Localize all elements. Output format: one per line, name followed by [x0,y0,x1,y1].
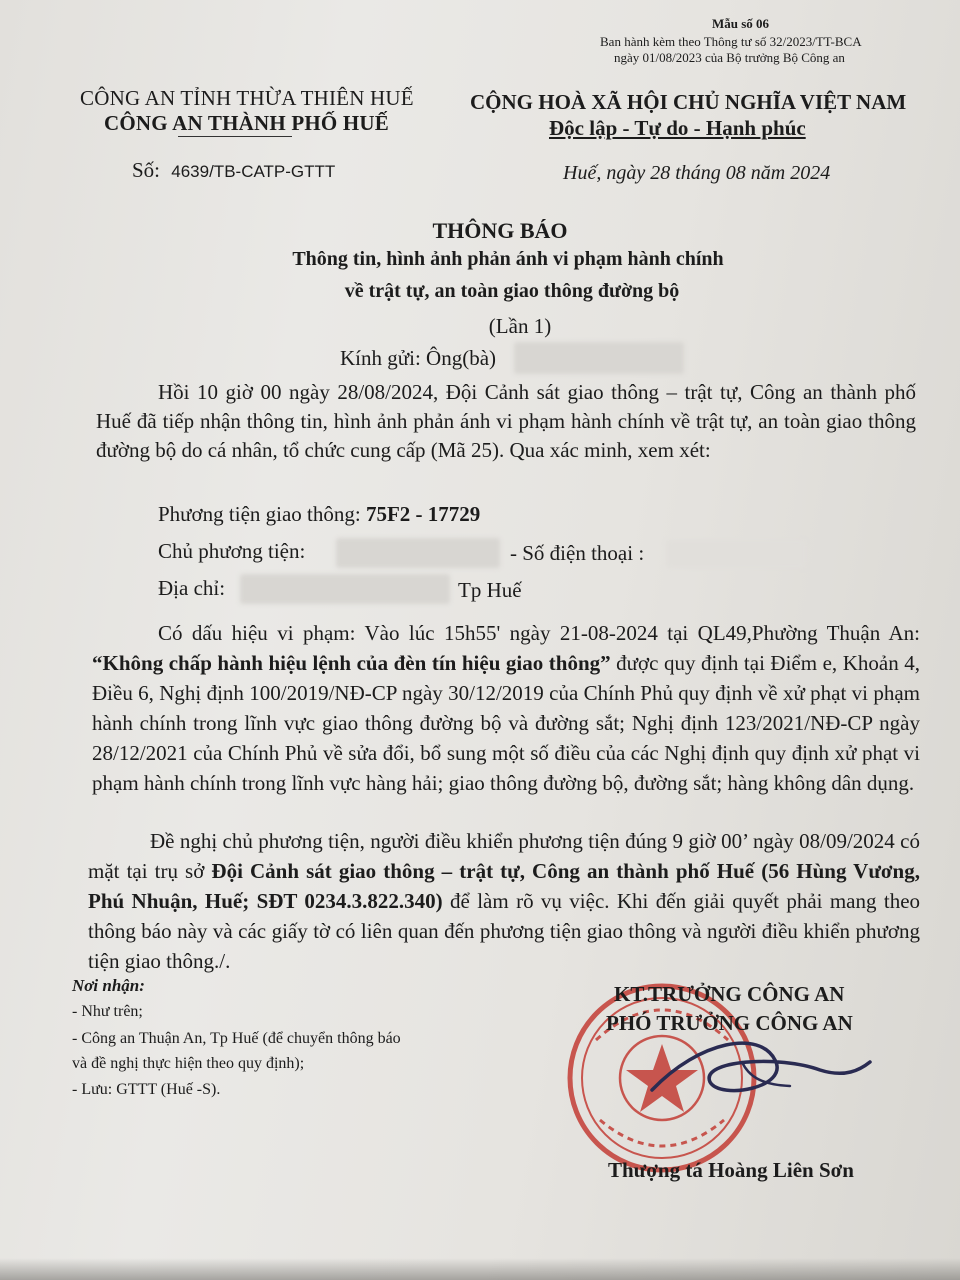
request-place: Đội Cảnh sát giao thông – trật tự, Công an thành phố Huế (56 Hùng Vương, Phú Nhuận, Huế; SĐT 0234.3.822.340) [88,859,920,913]
document-subtitle-2: về trật tự, an toàn giao thông đường bộ [344,280,680,302]
receiver-item-1: - Như trên; [72,1003,143,1020]
page-shadow [0,1258,960,1280]
form-number: Mẫu số 06 [712,16,770,31]
receiver-item-3: và đề nghị thực hiện theo quy định); [72,1055,305,1072]
request-lead: Đề nghị chủ phương tiện, người điều khiển phương tiện đúng 9 giờ 00’ ngày 08/09/2024 có mặt tại trụ sở [88,829,920,883]
owner-label: Chủ phương tiện: [158,539,306,563]
notice-count: (Lần 1) [488,314,552,338]
address-label: Địa chỉ: [158,576,226,600]
signature-title-1: KT.TRƯỞNG CÔNG AN [614,982,845,1006]
nation-motto: Độc lập - Tự do - Hạnh phúc [549,116,806,140]
document-subtitle-1: Thông tin, hình ảnh phản ánh vi phạm hành chính [292,248,724,270]
phone-label: - Số điện thoại : [510,541,645,565]
form-issued-date: ngày 01/08/2023 của Bộ trưởng Bộ Công an [614,50,845,65]
violation-name: “Không chấp hành hiệu lệnh của đèn tín hiệu giao thông” [92,651,611,675]
receivers-title: Nơi nhận: [72,976,145,995]
violation-rest: được quy định tại Điểm e, Khoản 4, Điều 6, Nghị định 100/2019/NĐ-CP ngày 30/12/2019 của Chính Phủ quy định về xử phạt vi phạm hành chính trong lĩnh vực giao thông đường bộ và đường sắt; Nghị định 123/2021/NĐ-CP ngày 28/12/2021 của Chính Phủ về sửa đổi, bổ sung một số điều của các Nghị định quy định xử phạt vi phạm hành chính trong lĩnh vực hàng hải; giao thông đường bộ, đường sắt; hàng không dân dụng. [92,651,920,795]
receiver-item-4: - Lưu: GTTT (Huế -S). [72,1081,221,1098]
request-rest: để làm rõ vụ việc. Khi đến giải quyết phải mang theo thông báo này và các giấy tờ có liên quan đến phương tiện giao thông và người điều khiển phương tiện giao thông./. [88,889,921,973]
receiver-item-2: - Công an Thuận An, Tp Huế (để chuyển thông báo [72,1030,401,1047]
nation-title: CỘNG HOÀ XÃ HỘI CHỦ NGHĨA VIỆT NAM [470,90,907,114]
signature-title-2: PHÓ TRƯỞNG CÔNG AN [606,1011,853,1035]
form-issued-with: Ban hành kèm theo Thông tư số 32/2023/TT-BCA [600,34,862,49]
address-city: Tp Huế [458,578,522,602]
intro-paragraph: Hồi 10 giờ 00 ngày 28/08/2024, Đội Cảnh sát giao thông – trật tự, Công an thành phố Huế đã tiếp nhận thông tin, hình ảnh phản ánh vi phạm hành chính về trật tự, an toàn giao thông đường bộ do cá nhân, tổ chức cung cấp (Mã 25). Qua xác minh, xem xét: [96,380,916,462]
vehicle-label: Phương tiện giao thông: [158,502,361,526]
document-title: THÔNG BÁO [432,218,568,243]
recipient-label: Kính gửi: Ông(bà) [340,346,497,370]
place-date: Huế, ngày 28 tháng 08 năm 2024 [563,162,831,184]
agency-name: CÔNG AN THÀNH PHỐ HUẾ [104,111,390,135]
agency-parent: CÔNG AN TỈNH THỪA THIÊN HUẾ [80,86,414,110]
doc-number-label: Số: [132,158,161,182]
violation-lead: Có dấu hiệu vi phạm: Vào lúc 15h55' ngày 21-08-2024 tại QL49,Phường Thuận An: [158,621,920,645]
signer-name: Thượng tá Hoàng Liên Sơn [608,1158,854,1182]
doc-number-value: 4639/TB-CATP-GTTT [171,162,336,181]
vehicle-plate: 75F2 - 17729 [365,502,481,526]
